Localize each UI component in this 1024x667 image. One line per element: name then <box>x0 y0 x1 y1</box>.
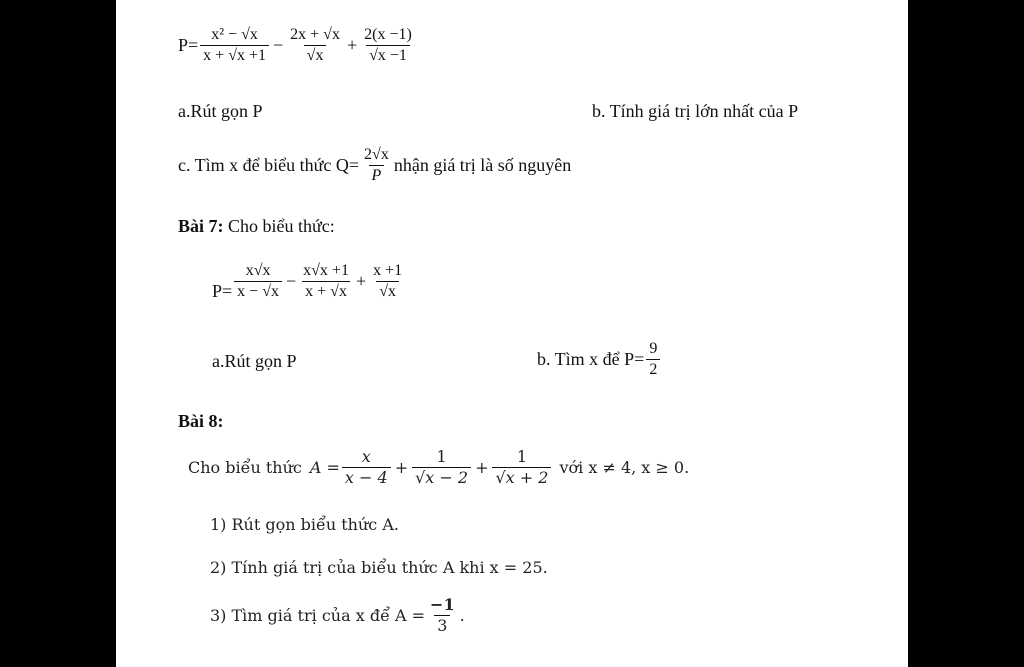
bai8-fraction-3 <box>492 448 551 486</box>
bai6-part-c-pre: c. Tìm x để biểu thức Q= <box>178 154 360 175</box>
document-page <box>116 0 908 667</box>
bai8-fraction-2 <box>412 448 471 486</box>
bai6-part-c-fraction <box>361 146 392 184</box>
bai8-op1: + <box>394 457 409 477</box>
bai8-item-3 <box>210 596 465 634</box>
bai8-t1-den: x − 4 <box>342 467 391 487</box>
bai8-expression <box>188 448 689 486</box>
bai6-part-a: a.Rút gọn P <box>178 101 263 121</box>
bai7-part-b-num: 9 <box>649 340 658 357</box>
bai7-part-b-den: 2 <box>646 359 660 379</box>
bai6-fraction-3 <box>361 26 415 64</box>
bai8-condition: với x ≠ 4, x ≥ 0. <box>559 457 690 477</box>
bai8-intro: Cho biểu thức <box>188 457 302 477</box>
bai7-t2-den: x + √x <box>302 281 350 301</box>
bai8-t3-num: 1 <box>516 447 528 466</box>
bai6-part-c-post: nhận giá trị là số nguyên <box>393 154 572 175</box>
bai8-op2: + <box>475 457 489 477</box>
bai7-part-b-pre: b. Tìm x để P= <box>537 348 645 369</box>
bai6-part-c-den: P <box>369 165 385 185</box>
bai7-op1: − <box>285 270 297 291</box>
bai6-part-c <box>178 146 571 184</box>
bai6-op1: − <box>273 34 284 55</box>
bai6-op2: + <box>346 34 358 55</box>
bai8-A-eq: A = <box>309 457 340 477</box>
bai7-t3-den: √x <box>376 281 399 301</box>
bai8-item-3-pre: 3) Tìm giá trị của x để A = <box>210 605 426 625</box>
bai8-t2-den: √x − 2 <box>412 467 471 487</box>
bai7-part-a: a.Rút gọn P <box>212 351 297 371</box>
bai8-item-3-den: 3 <box>434 615 450 635</box>
bai7-intro: Cho biểu thức: <box>228 216 335 236</box>
bai6-fraction-1 <box>200 26 269 64</box>
bai8-t1-num: x <box>361 447 371 466</box>
bai7-heading <box>178 216 335 237</box>
bai8-item-3-num: −1 <box>430 595 455 614</box>
bai8-t3-den: √x + 2 <box>492 467 551 487</box>
bai8-item-2: 2) Tính giá trị của biểu thức A khi x = 25. <box>210 558 548 577</box>
bai7-fraction-3 <box>370 262 405 300</box>
bai6-expression <box>178 26 417 64</box>
bai6-part-b: b. Tính giá trị lớn nhất của P <box>592 101 799 121</box>
bai6-t1-num: x² − √x <box>211 26 258 43</box>
bai7-t3-num: x +1 <box>373 262 403 279</box>
bai7-lhs: P= <box>212 281 233 302</box>
bai8-item-3-post: . <box>459 605 465 625</box>
bai7-expression <box>212 262 407 300</box>
bai7-op2: + <box>355 270 367 291</box>
bai8-item-1: 1) Rút gọn biểu thức A. <box>210 515 399 534</box>
bai6-t2-num: 2x + √x <box>290 26 340 43</box>
bai6-fraction-2 <box>287 26 343 64</box>
bai8-item-3-fraction <box>427 596 458 634</box>
bai8-t2-num: 1 <box>436 447 447 466</box>
bai7-t1-num: x√x <box>245 262 271 279</box>
bai6-lhs: P= <box>178 34 199 55</box>
bai6-t3-den: √x −1 <box>366 45 410 65</box>
bai7-t1-den: x − √x <box>234 281 282 301</box>
bai7-title: Bài 7: <box>178 216 224 236</box>
bai7-part-b <box>537 340 662 378</box>
bai6-t3-num: 2(x −1) <box>364 26 412 43</box>
bai7-part-b-fraction <box>646 340 660 378</box>
bai8-fraction-1 <box>342 448 391 486</box>
bai6-t2-den: √x <box>304 45 327 65</box>
bai7-fraction-1 <box>234 262 282 300</box>
bai6-t1-den: x + √x +1 <box>200 45 269 65</box>
bai7-t2-num: x√x +1 <box>303 262 349 279</box>
bai6-part-c-num: 2√x <box>364 146 389 163</box>
bai8-title: Bài 8: <box>178 411 224 431</box>
bai7-fraction-2 <box>300 262 352 300</box>
